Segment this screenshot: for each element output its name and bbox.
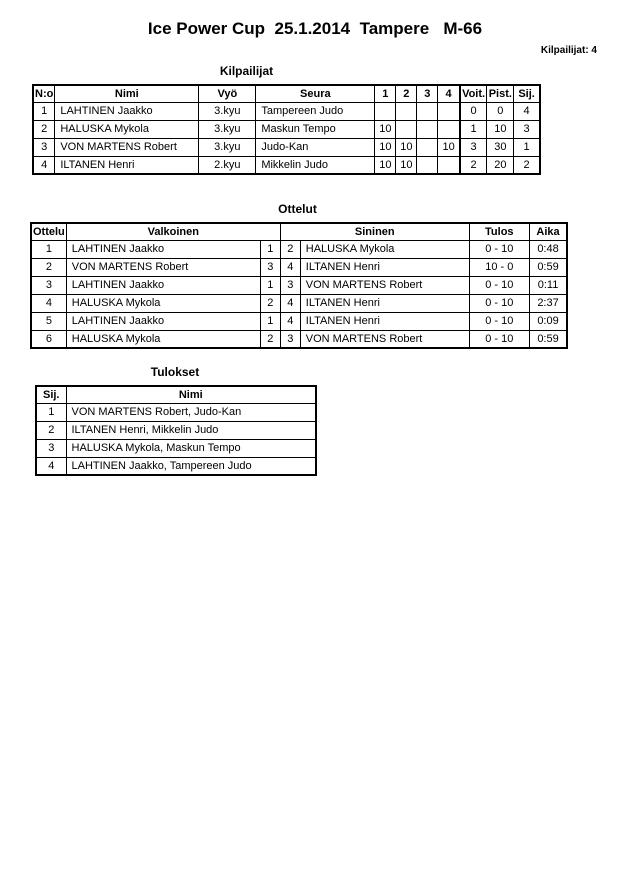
table-row <box>33 120 540 138</box>
header-nimi: Nimi <box>66 386 316 403</box>
cell-tulos: 0 - 10 <box>469 330 529 348</box>
cell-match-no: 5 <box>31 312 66 330</box>
cell-white-no: 3 <box>260 258 280 276</box>
cell-aika: 0:11 <box>529 276 567 294</box>
tulokset-heading: Tulokset <box>150 365 200 379</box>
ottelut-section <box>30 202 630 349</box>
cell-sij: 1 <box>36 403 66 421</box>
header-col3: 3 <box>417 85 438 102</box>
page-title: Ice Power Cup 25.1.2014 Tampere M-66 <box>147 19 483 38</box>
cell-aika: 2:37 <box>529 294 567 312</box>
cell-sij: 3 <box>36 439 66 457</box>
cell-voit: 1 <box>460 120 487 138</box>
cell-score3 <box>417 102 438 120</box>
cell-white-name: VON MARTENS Robert <box>66 258 260 276</box>
header-sij: Sij. <box>36 386 66 403</box>
cell-aika: 0:48 <box>529 240 567 258</box>
cell-pist: 0 <box>487 102 514 120</box>
cell-white-no: 1 <box>260 276 280 294</box>
cell-blue-no: 4 <box>280 258 300 276</box>
cell-aika: 0:59 <box>529 330 567 348</box>
cell-score4 <box>438 156 460 174</box>
cell-seura: Judo-Kan <box>256 138 375 156</box>
cell-blue-name: VON MARTENS Robert <box>300 330 469 348</box>
table-row <box>36 457 316 475</box>
cell-aika: 0:59 <box>529 258 567 276</box>
cell-pist: 10 <box>487 120 514 138</box>
ottelut-header-row <box>31 223 567 240</box>
cell-blue-name: HALUSKA Mykola <box>300 240 469 258</box>
cell-seura: Maskun Tempo <box>256 120 375 138</box>
table-row <box>36 439 316 457</box>
cell-nimi: ILTANEN Henri <box>55 156 199 174</box>
cell-score2: 10 <box>396 138 417 156</box>
cell-sij: 4 <box>36 457 66 475</box>
cell-vyo: 3.kyu <box>199 138 256 156</box>
header-col1: 1 <box>375 85 396 102</box>
cell-voit: 2 <box>460 156 487 174</box>
cell-blue-no: 2 <box>280 240 300 258</box>
cell-score1: 10 <box>375 138 396 156</box>
header-ottelu: Ottelu <box>31 223 66 240</box>
cell-tulos: 10 - 0 <box>469 258 529 276</box>
cell-score1: 10 <box>375 120 396 138</box>
kilpailijat-header-row <box>33 85 540 102</box>
tulokset-header-row <box>36 386 316 403</box>
cell-tulos: 0 - 10 <box>469 312 529 330</box>
header-col4: 4 <box>438 85 460 102</box>
header-tulos: Tulos <box>469 223 529 240</box>
cell-white-no: 2 <box>260 330 280 348</box>
kilpailijat-table <box>32 84 541 175</box>
cell-voit: 0 <box>460 102 487 120</box>
cell-vyo: 3.kyu <box>199 102 256 120</box>
competitors-count-label: Kilpailijat: 4 <box>540 45 597 56</box>
header-pist: Pist. <box>487 85 514 102</box>
cell-seura: Mikkelin Judo <box>256 156 375 174</box>
table-row <box>33 102 540 120</box>
cell-match-no: 3 <box>31 276 66 294</box>
cell-match-no: 1 <box>31 240 66 258</box>
cell-sij: 1 <box>514 138 540 156</box>
table-row <box>36 421 316 439</box>
cell-score2 <box>396 102 417 120</box>
table-row <box>31 330 567 348</box>
cell-nimi: HALUSKA Mykola, Maskun Tempo <box>66 439 316 457</box>
cell-sij: 2 <box>36 421 66 439</box>
table-row <box>31 294 567 312</box>
cell-pist: 30 <box>487 138 514 156</box>
cell-tulos: 0 - 10 <box>469 240 529 258</box>
table-row <box>31 258 567 276</box>
table-row <box>33 156 540 174</box>
cell-blue-name: ILTANEN Henri <box>300 258 469 276</box>
cell-sij: 3 <box>514 120 540 138</box>
header-aika: Aika <box>529 223 567 240</box>
tulokset-table <box>35 385 317 476</box>
ottelut-heading: Ottelut <box>278 202 317 216</box>
cell-sij: 4 <box>514 102 540 120</box>
cell-nimi: VON MARTENS Robert <box>55 138 199 156</box>
header-valkoinen: Valkoinen <box>66 223 280 240</box>
cell-tulos: 0 - 10 <box>469 294 529 312</box>
cell-sij: 2 <box>514 156 540 174</box>
cell-blue-name: ILTANEN Henri <box>300 312 469 330</box>
cell-white-name: HALUSKA Mykola <box>66 294 260 312</box>
cell-nimi: LAHTINEN Jaakko, Tampereen Judo <box>66 457 316 475</box>
cell-vyo: 3.kyu <box>199 120 256 138</box>
cell-nimi: HALUSKA Mykola <box>55 120 199 138</box>
tulokset-section <box>35 365 630 476</box>
cell-score1 <box>375 102 396 120</box>
header-vyo: Vyö <box>199 85 256 102</box>
cell-pist: 20 <box>487 156 514 174</box>
header-sij: Sij. <box>514 85 540 102</box>
header-sininen: Sininen <box>280 223 469 240</box>
header-no: N:o <box>33 85 55 102</box>
cell-score2: 10 <box>396 156 417 174</box>
table-row <box>36 403 316 421</box>
cell-blue-name: VON MARTENS Robert <box>300 276 469 294</box>
table-row <box>31 312 567 330</box>
cell-nimi: VON MARTENS Robert, Judo-Kan <box>66 403 316 421</box>
table-row <box>31 240 567 258</box>
cell-score1: 10 <box>375 156 396 174</box>
cell-score3 <box>417 156 438 174</box>
cell-white-no: 1 <box>260 312 280 330</box>
ottelut-table <box>30 222 568 349</box>
header-col2: 2 <box>396 85 417 102</box>
cell-seura: Tampereen Judo <box>256 102 375 120</box>
cell-match-no: 6 <box>31 330 66 348</box>
cell-vyo: 2.kyu <box>199 156 256 174</box>
cell-score4 <box>438 120 460 138</box>
cell-no: 1 <box>33 102 55 120</box>
kilpailijat-section <box>32 64 630 175</box>
cell-white-name: LAHTINEN Jaakko <box>66 312 260 330</box>
cell-score3 <box>417 138 438 156</box>
cell-nimi: ILTANEN Henri, Mikkelin Judo <box>66 421 316 439</box>
cell-blue-no: 3 <box>280 276 300 294</box>
table-row <box>31 276 567 294</box>
cell-aika: 0:09 <box>529 312 567 330</box>
cell-score4: 10 <box>438 138 460 156</box>
cell-white-no: 2 <box>260 294 280 312</box>
header-nimi: Nimi <box>55 85 199 102</box>
cell-blue-no: 4 <box>280 312 300 330</box>
cell-match-no: 2 <box>31 258 66 276</box>
cell-no: 4 <box>33 156 55 174</box>
cell-score4 <box>438 102 460 120</box>
table-row <box>33 138 540 156</box>
cell-score2 <box>396 120 417 138</box>
cell-white-name: HALUSKA Mykola <box>66 330 260 348</box>
cell-voit: 3 <box>460 138 487 156</box>
cell-tulos: 0 - 10 <box>469 276 529 294</box>
cell-blue-no: 4 <box>280 294 300 312</box>
cell-nimi: LAHTINEN Jaakko <box>55 102 199 120</box>
cell-white-name: LAHTINEN Jaakko <box>66 240 260 258</box>
header-seura: Seura <box>256 85 375 102</box>
cell-no: 3 <box>33 138 55 156</box>
cell-white-no: 1 <box>260 240 280 258</box>
header-voit: Voit. <box>460 85 487 102</box>
cell-blue-name: ILTANEN Henri <box>300 294 469 312</box>
cell-match-no: 4 <box>31 294 66 312</box>
cell-no: 2 <box>33 120 55 138</box>
kilpailijat-heading: Kilpailijat <box>219 64 274 78</box>
cell-white-name: LAHTINEN Jaakko <box>66 276 260 294</box>
cell-score3 <box>417 120 438 138</box>
cell-blue-no: 3 <box>280 330 300 348</box>
